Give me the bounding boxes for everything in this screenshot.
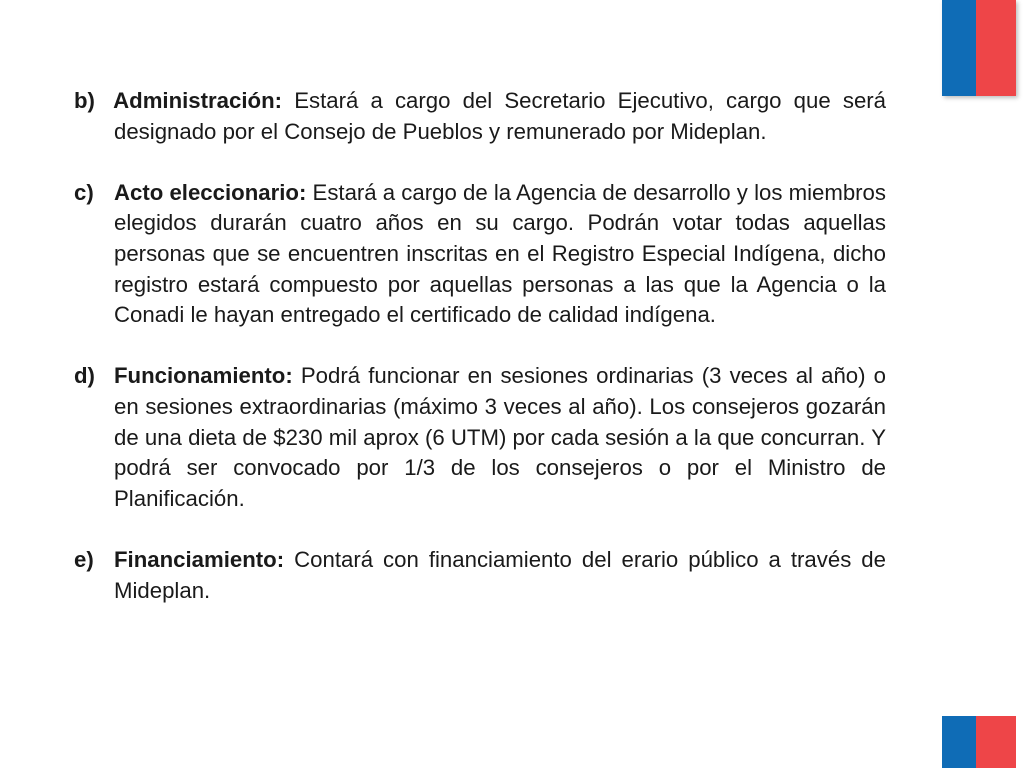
- flag-blue-band: [942, 716, 976, 768]
- list-item-body: [114, 178, 886, 331]
- item-text: Estará a cargo del Secretario Ejecutivo, cargo que será designado por el Consejo de Pueblos y remunerado por Mideplan.: [114, 88, 887, 144]
- list-marker: b): [74, 88, 95, 113]
- flag-red-band: [976, 716, 1016, 768]
- item-text: Estará a cargo de la Agencia de desarrollo y los miembros elegidos durarán cuatro años en su cargo. Podrán votar todas aquellas personas que se encuentren inscritas en el Registro Especial Indígena, dicho registro estará compuesto por aquellas personas a las que la Agencia o la Conadi le hayan entregado el certificado de calidad indígena.: [114, 179, 886, 328]
- flag-stripe-top-decoration: [942, 0, 1016, 96]
- item-heading: Funcionamiento:: [114, 363, 293, 389]
- list-item-financiamiento: [74, 545, 886, 606]
- item-heading: Administración:: [113, 88, 283, 113]
- list-item-administracion: [74, 86, 886, 147]
- list-marker: c): [74, 179, 94, 205]
- list-marker: e): [74, 546, 94, 572]
- item-heading: Financiamiento:: [114, 546, 285, 572]
- flag-red-band: [976, 0, 1016, 96]
- list-marker: d): [74, 363, 95, 389]
- flag-stripe-bottom-decoration: [942, 716, 1016, 768]
- list-item-body: [113, 88, 886, 144]
- item-text: Podrá funcionar en sesiones ordinarias (3 veces al año) o en sesiones extraordinarias (máximo 3 veces al año). Los consejeros gozarán de una dieta de $230 mil aprox (6 UTM) por cada sesión a la que concurran. Y podrá ser convocado por 1/3 de los consejeros o por el Ministro de Planificación.: [114, 363, 886, 511]
- list-item-body: [114, 361, 886, 514]
- slide-content: [74, 86, 886, 606]
- list-item-body: [114, 545, 886, 606]
- list-item-funcionamiento: [74, 361, 886, 514]
- list-item-acto-eleccionario: [74, 178, 886, 331]
- item-heading: Acto eleccionario:: [114, 179, 307, 205]
- item-text: Contará con financiamiento del erario público a través de Mideplan.: [114, 546, 886, 603]
- flag-blue-band: [942, 0, 976, 96]
